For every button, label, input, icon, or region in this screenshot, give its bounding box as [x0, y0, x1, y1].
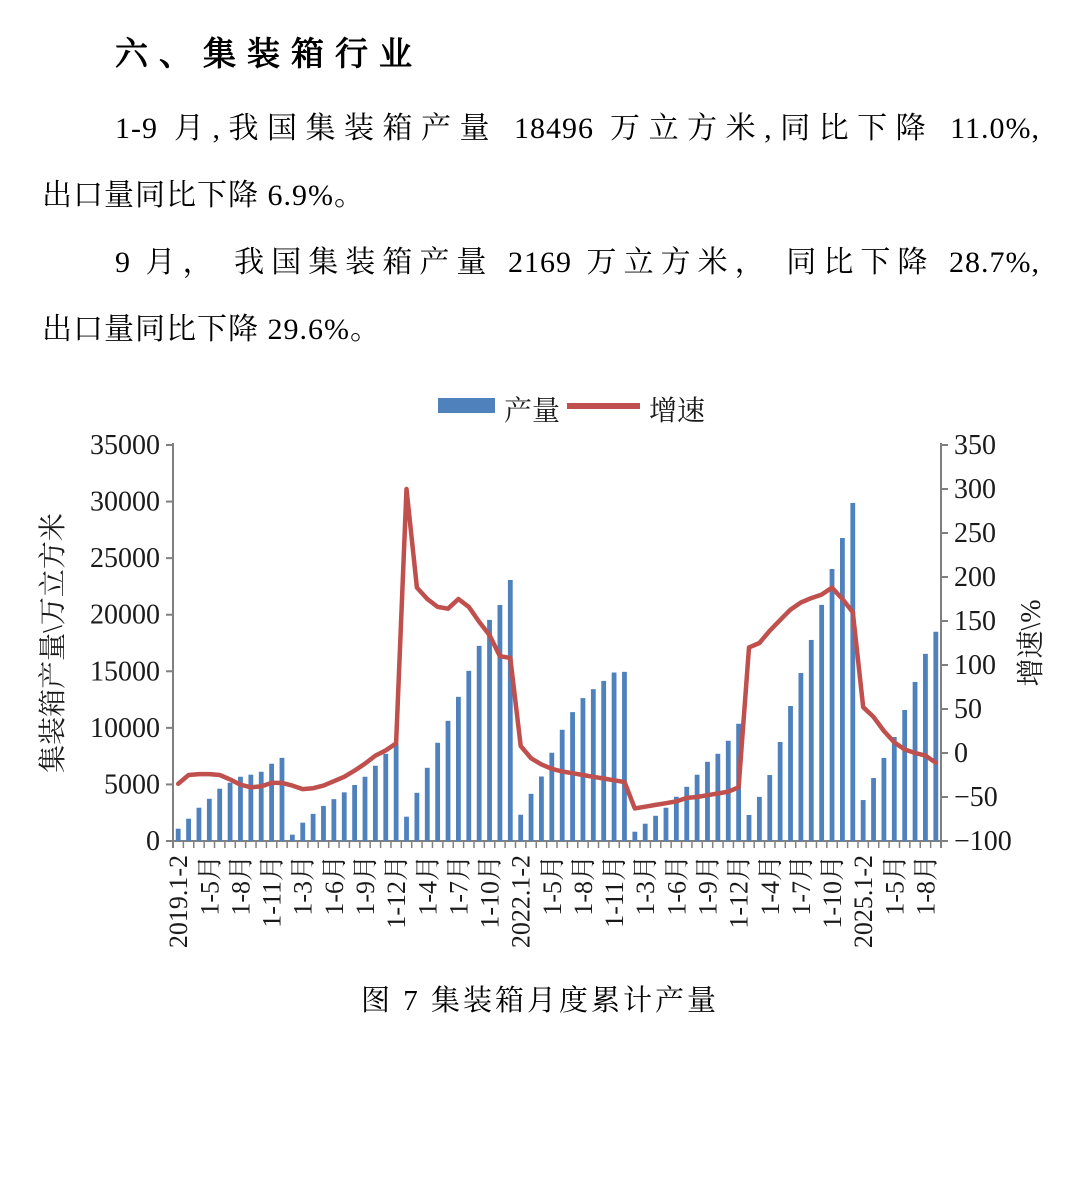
chart-legend: [438, 395, 705, 427]
svg-text:100: 100: [954, 650, 996, 681]
svg-text:1-7月: 1-7月: [786, 855, 816, 916]
production-bar: [435, 743, 440, 841]
production-bar: [477, 646, 482, 841]
svg-text:50: 50: [954, 694, 982, 725]
production-bar: [570, 712, 575, 841]
svg-text:1-3月: 1-3月: [288, 855, 318, 916]
figure-caption: 图 7 集装箱月度累计产量: [360, 985, 719, 1017]
production-bar: [591, 689, 596, 841]
svg-text:150: 150: [954, 606, 996, 637]
production-bar: [643, 824, 648, 841]
svg-text:1-4月: 1-4月: [755, 855, 785, 916]
production-bar: [612, 673, 617, 841]
production-bar: [622, 672, 627, 841]
svg-text:1-6月: 1-6月: [662, 855, 692, 916]
left-axis-ticks: [90, 430, 173, 857]
production-bar: [176, 829, 181, 841]
production-bar: [861, 800, 866, 841]
svg-text:20000: 20000: [90, 599, 160, 631]
production-bar: [207, 799, 212, 841]
production-bar: [933, 632, 938, 841]
production-bar: [394, 744, 399, 841]
svg-text:200: 200: [954, 562, 996, 593]
production-bar: [778, 742, 783, 841]
production-bar: [280, 758, 285, 841]
production-bar: [850, 503, 855, 841]
production-bar: [892, 737, 897, 841]
svg-text:1-10月: 1-10月: [818, 855, 848, 929]
production-bar: [311, 814, 316, 841]
legend-bar-label: 产量: [504, 396, 561, 427]
production-bar: [529, 794, 534, 841]
production-bar: [798, 673, 803, 841]
svg-text:1-11月: 1-11月: [257, 855, 287, 928]
production-bar: [446, 721, 451, 841]
svg-text:−50: −50: [954, 782, 998, 813]
svg-text:1-5月: 1-5月: [195, 855, 225, 916]
x-axis-labels: [164, 855, 940, 948]
svg-text:1-7月: 1-7月: [444, 855, 474, 916]
production-bar: [404, 817, 409, 841]
svg-text:1-4月: 1-4月: [413, 855, 443, 916]
production-bar: [466, 671, 471, 841]
svg-text:−100: −100: [954, 826, 1012, 857]
paragraph-2-line-1: 9 月， 我国集装箱产量 2169 万立方米， 同比下降 28.7%,: [115, 246, 1040, 279]
paragraph-1-line-1: 1-9 月,我国集装箱产量 18496 万立方米,同比下降 11.0%,: [115, 112, 1040, 145]
svg-text:1-12月: 1-12月: [382, 855, 412, 929]
production-bar: [902, 710, 907, 841]
production-bar: [715, 754, 720, 841]
svg-text:35000: 35000: [90, 430, 160, 461]
production-bar: [809, 640, 814, 841]
x-axis-ticks: [173, 841, 941, 848]
production-bar: [840, 538, 845, 841]
svg-text:30000: 30000: [90, 486, 160, 518]
production-bar: [352, 785, 357, 841]
svg-text:300: 300: [954, 474, 996, 505]
production-bar: [414, 793, 419, 841]
production-bar: [819, 605, 824, 841]
production-bar: [518, 815, 523, 841]
svg-text:增速\%: 增速\%: [1016, 599, 1047, 687]
production-bar: [664, 808, 669, 841]
production-bar: [601, 681, 606, 841]
production-bar: [560, 730, 565, 841]
svg-text:集装箱产量\万立方米: 集装箱产量\万立方米: [38, 513, 69, 773]
svg-text:1-12月: 1-12月: [724, 855, 754, 929]
svg-text:350: 350: [954, 430, 996, 461]
production-bar: [684, 787, 689, 841]
svg-text:2025.1-2: 2025.1-2: [849, 855, 879, 949]
svg-text:1-3月: 1-3月: [631, 855, 661, 916]
production-bar: [363, 777, 368, 841]
production-bar: [923, 654, 928, 841]
production-bar: [695, 775, 700, 841]
production-bar: [871, 778, 876, 841]
svg-text:1-9月: 1-9月: [693, 855, 723, 916]
production-bar: [425, 768, 430, 841]
production-bar: [456, 697, 461, 841]
svg-text:250: 250: [954, 518, 996, 549]
production-bar: [269, 764, 274, 841]
production-bar: [757, 797, 762, 841]
svg-text:1-11月: 1-11月: [600, 855, 630, 928]
production-bar: [705, 762, 710, 841]
svg-text:0: 0: [146, 826, 160, 857]
svg-text:1-5月: 1-5月: [537, 855, 567, 916]
paragraph-2-line-2: 出口量同比下降 29.6%。: [42, 313, 381, 346]
legend-bar-swatch: [438, 398, 495, 413]
production-bar: [539, 777, 544, 841]
production-bar: [830, 569, 835, 841]
svg-text:0: 0: [954, 738, 968, 769]
production-bar: [228, 783, 233, 841]
production-bar: [217, 789, 222, 841]
svg-text:1-9月: 1-9月: [351, 855, 380, 916]
production-bar: [788, 706, 793, 841]
right-axis-ticks: [941, 430, 1012, 857]
svg-text:2022.1-2: 2022.1-2: [506, 855, 536, 949]
axis-titles: [37, 513, 1047, 773]
svg-text:2019.1-2: 2019.1-2: [164, 855, 194, 949]
svg-text:1-6月: 1-6月: [319, 855, 349, 916]
production-bar: [259, 772, 264, 841]
section-heading: 六、集装箱行业: [115, 37, 423, 73]
production-bar: [197, 808, 202, 841]
production-bar: [186, 819, 191, 841]
svg-text:1-8月: 1-8月: [226, 855, 256, 916]
paragraph-1-line-2: 出口量同比下降 6.9%。: [42, 179, 365, 212]
svg-text:25000: 25000: [90, 543, 160, 575]
production-bar: [498, 605, 503, 841]
production-bar: [331, 799, 336, 841]
production-bar: [767, 775, 772, 841]
production-bar: [913, 682, 918, 841]
svg-text:1-5月: 1-5月: [880, 855, 910, 916]
production-bar: [487, 620, 492, 841]
production-bar: [508, 580, 513, 841]
production-bar: [747, 815, 752, 841]
production-bar: [882, 758, 887, 841]
production-bar: [581, 698, 586, 841]
legend-line-label: 增速: [649, 396, 706, 427]
svg-text:15000: 15000: [90, 656, 160, 688]
svg-text:5000: 5000: [104, 769, 160, 801]
svg-text:1-10月: 1-10月: [475, 855, 505, 929]
production-bar: [653, 816, 658, 841]
production-bar: [342, 792, 347, 841]
production-bar: [321, 806, 326, 841]
svg-text:1-8月: 1-8月: [911, 855, 941, 916]
svg-text:1-8月: 1-8月: [568, 855, 598, 916]
production-bar: [373, 766, 378, 841]
production-bar: [290, 835, 295, 841]
svg-text:10000: 10000: [90, 712, 160, 744]
production-bar: [383, 754, 388, 841]
production-bar: [632, 832, 637, 841]
production-bar: [300, 823, 305, 841]
production-bars: [176, 503, 938, 841]
